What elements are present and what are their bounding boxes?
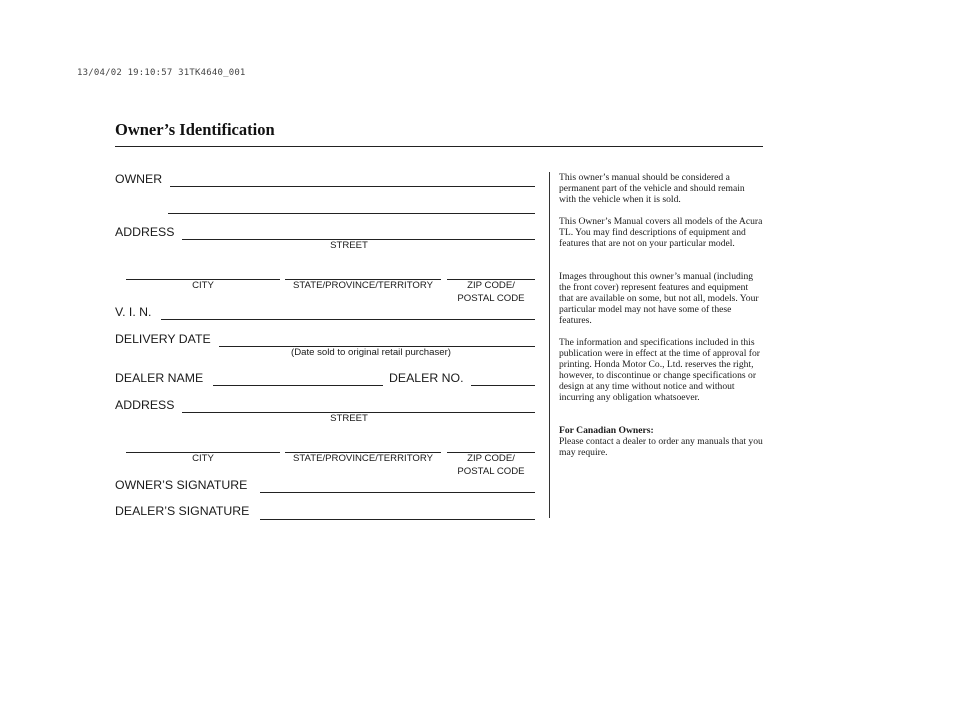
delivery-date-label: DELIVERY DATE [115, 332, 211, 346]
state-caption: STATE/PROVINCE/TERRITORY [292, 280, 434, 291]
dealer-street-caption: STREET [330, 413, 368, 424]
city-caption: CITY [192, 280, 214, 291]
canadian-owners-heading: For Canadian Owners: [559, 425, 654, 436]
owner-field-line2[interactable] [168, 213, 535, 214]
canadian-owners-note [559, 425, 764, 458]
address-label: ADDRESS [115, 225, 175, 239]
dealer-name-label: DEALER NAME [115, 371, 204, 385]
dealer-postal-caption: POSTAL CODE [457, 466, 525, 477]
page-title: Owner’s Identification [115, 120, 275, 139]
owner-signature-label: OWNER’S SIGNATURE [115, 478, 248, 492]
vin-label: V. I. N. [115, 305, 152, 319]
dealer-no-field[interactable] [471, 385, 535, 386]
owner-signature-field[interactable] [260, 492, 535, 493]
dealer-state-caption: STATE/PROVINCE/TERRITORY [292, 453, 434, 464]
dealer-city-caption: CITY [192, 453, 214, 464]
vin-field[interactable] [161, 319, 535, 320]
note-paragraph-3: Images throughout this owner’s manual (including the front cover) represent features and equipment that are available on some, but not all, models. Your particular model may not have some of these features. [559, 271, 759, 327]
column-divider [549, 172, 550, 518]
dealer-signature-field[interactable] [260, 519, 535, 520]
note-paragraph-2: This Owner’s Manual covers all models of the Acura TL. You may find descriptions of equipment and features that are not on your particular model. [559, 216, 763, 250]
print-stamp: 13/04/02 19:10:57 31TK4640_001 [77, 68, 246, 78]
dealer-zip-caption: ZIP CODE/ [467, 453, 515, 464]
dealer-name-field[interactable] [213, 385, 383, 386]
delivery-date-caption: (Date sold to original retail purchaser) [291, 347, 451, 358]
note-paragraph-4: The information and specifications included in this publication were in effect at the time of approval for printing. Honda Motor Co., Ltd. reserves the right, however, to discontinue or change specifications or design at any time without notice and without incurring any obligation whatsoever. [559, 337, 760, 404]
owner-field[interactable] [170, 186, 535, 187]
dealer-no-label: DEALER NO. [389, 371, 464, 385]
postal-caption: POSTAL CODE [457, 293, 525, 304]
dealer-signature-label: DEALER’S SIGNATURE [115, 504, 250, 518]
dealer-address-label: ADDRESS [115, 398, 175, 412]
canadian-owners-body: Please contact a dealer to order any manuals that you may require. [559, 436, 763, 459]
zip-caption: ZIP CODE/ [467, 280, 515, 291]
title-divider [115, 146, 763, 147]
note-paragraph-1: This owner’s manual should be considered a permanent part of the vehicle and should remain with the vehicle when it is sold. [559, 172, 745, 206]
street-caption: STREET [330, 240, 368, 251]
owner-label: OWNER [115, 172, 163, 186]
